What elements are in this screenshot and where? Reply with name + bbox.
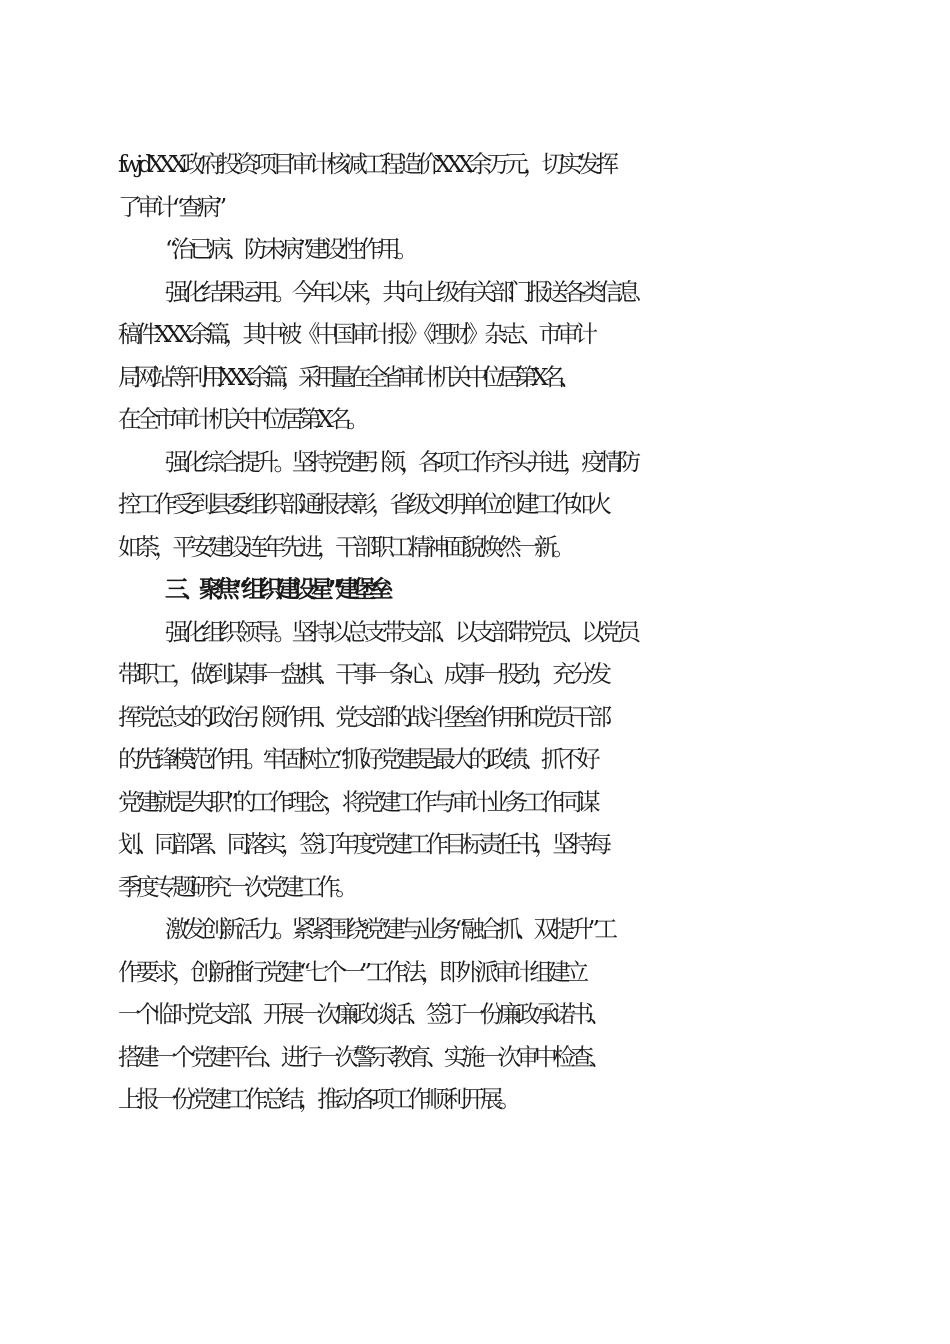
paragraph-line: 控工作受到县委组织部通报表彰，省级文明单位创建工作如火 xyxy=(118,490,607,518)
document-body xyxy=(118,143,838,1121)
paragraph-line: 了审计“查病” xyxy=(118,192,222,221)
paragraph-line: 局网站等刊用XXX余篇，采用量在全省审计机关中位居第X名、 xyxy=(118,362,576,391)
paragraph-line: 作要求，创新推行党建“七个一”工作法，即外派审计组建立 xyxy=(118,957,584,986)
paragraph-line: 强化结果运用。今年以来，共向上级有关部门报送各类信息 xyxy=(165,277,636,306)
paragraph-line: 激发创新活力。紧紧围绕党建与业务“融合抓、双提升”工 xyxy=(165,915,613,943)
paragraph-line: 如荼，平安建设连年先进，干部职工精神面貌焕然一新。 xyxy=(118,532,571,561)
paragraph-line: 带职工，做到谋事一盘棋、干事一条心、成事一股劲，充分发 xyxy=(118,660,607,688)
paragraph-line: 在全市审计机关中位居第X名。 xyxy=(118,405,365,433)
paragraph-line: 一个临时党支部、开展一次廉政谈话、签订一份廉政承诺书、 xyxy=(118,1000,607,1028)
section-heading: 三、聚焦“组织建设星”建堡垒 xyxy=(165,575,387,603)
paragraph-line: 稿件XXX余篇，其中被《中国审计报》《理财》杂志、市审计 xyxy=(118,320,593,348)
paragraph-line: 党建就是失职”的工作理念，将党建工作与审计业务工作同谋 xyxy=(118,787,596,816)
paragraph-line: fwjdXXX政府投资项目审计核减工程造价XXX余万元，切实发挥 xyxy=(118,150,614,178)
paragraph-line: 上报一份党建工作总结，推动各项工作顺利开展。 xyxy=(118,1085,517,1113)
paragraph-line: 强化组织领导。坚持以总支带支部、以支部带党员、以党员 xyxy=(165,617,636,646)
paragraph-line: “治已病、防未病”建设性作用。 xyxy=(165,235,414,263)
paragraph-line: 的先锋模范作用。牢固树立“抓好党建是最大的政绩、抓不好 xyxy=(118,745,596,773)
paragraph-line: 搭建一个党建平台、进行一次警示教育、实施一次审中检查、 xyxy=(118,1042,607,1071)
paragraph-line: 挥党总支的政治引领作用、党支部的战斗堡垒作用和党员干部 xyxy=(118,702,607,731)
paragraph-line: 划、同部署、同落实，签订年度党建工作目标责任书，坚持每 xyxy=(118,830,607,858)
paragraph-line: 季度专题研究一次党建工作。 xyxy=(118,872,354,901)
paragraph-line: 强化综合提升。坚持党建引领，各项工作齐头并进，疫情防 xyxy=(165,447,636,476)
